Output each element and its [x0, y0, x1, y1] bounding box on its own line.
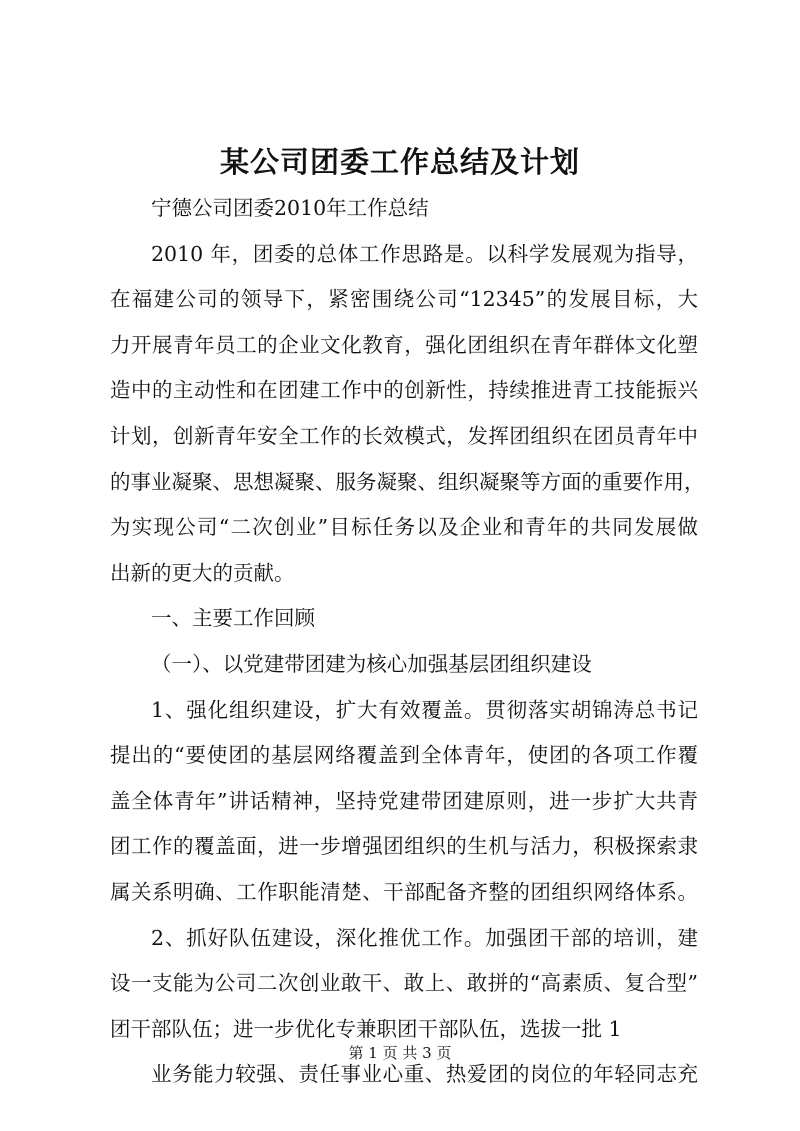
page-number-footer: 第 1 页 共 3 页 — [348, 1044, 452, 1062]
paragraph-line: 提出的“要使团的基层网络覆盖到全体青年，使团的各项工作覆 — [110, 743, 698, 768]
paragraph-line: 出新的更大的贡献。 — [110, 560, 295, 585]
paragraph-line: 在福建公司的领导下，紧密围绕公司“12345”的发展目标，大 — [110, 287, 698, 312]
paragraph-organization-building — [110, 688, 698, 916]
paragraph-line: 为实现公司“二次创业”目标任务以及企业和青年的共同发展做 — [110, 515, 698, 540]
paragraph-line: 团干部队伍；进一步优化专兼职团干部队伍，选拔一批 1 — [110, 1016, 622, 1041]
paragraph-line: 造中的主动性和在团建工作中的创新性，持续推进青工技能振兴 — [110, 378, 698, 403]
subtitle: 宁德公司团委2010年工作总结 — [151, 196, 429, 220]
paragraph-line: 2010 年，团委的总体工作思路是。以科学发展观为指导， — [151, 241, 698, 266]
section-heading: 一、主要工作回顾 — [151, 606, 315, 631]
paragraph-line: 属关系明确、工作职能清楚、干部配备齐整的团组织网络体系。 — [110, 879, 698, 904]
paragraph-line: 2、抓好队伍建设，深化推优工作。加强团干部的培训，建 — [151, 925, 698, 950]
paragraph-line: 计划，创新青年安全工作的长效模式，发挥团组织在团员青年中 — [110, 423, 698, 448]
paragraph-line: 业务能力较强、责任事业心重、热爱团的岗位的年轻同志充 — [151, 1062, 698, 1087]
paragraph-work-approach — [110, 232, 705, 597]
paragraph-team-building — [110, 916, 698, 1053]
subsection-heading: （一）、以党建带团建为核心加强基层团组织建设 — [151, 651, 592, 676]
paragraph-line: 的事业凝聚、思想凝聚、服务凝聚、组织凝聚等方面的重要作用， — [110, 469, 705, 494]
paragraph-line: 团工作的覆盖面，进一步增强团组织的生机与活力，积极探索隶 — [110, 834, 698, 859]
paragraph-line: 1、强化组织建设，扩大有效覆盖。贯彻落实胡锦涛总书记 — [151, 697, 698, 722]
document-body — [110, 186, 705, 1098]
paragraph-line: 设一支能为公司二次创业敢干、敢上、敢拼的“高素质、复合型” — [110, 971, 698, 996]
paragraph-line: 盖全体青年”讲话精神，坚持党建带团建原则，进一步扩大共青 — [110, 788, 698, 813]
document-title: 某公司团委工作总结及计划 — [219, 145, 580, 179]
paragraph-line: 力开展青年员工的企业文化教育，强化团组织在青年群体文化塑 — [110, 332, 698, 357]
